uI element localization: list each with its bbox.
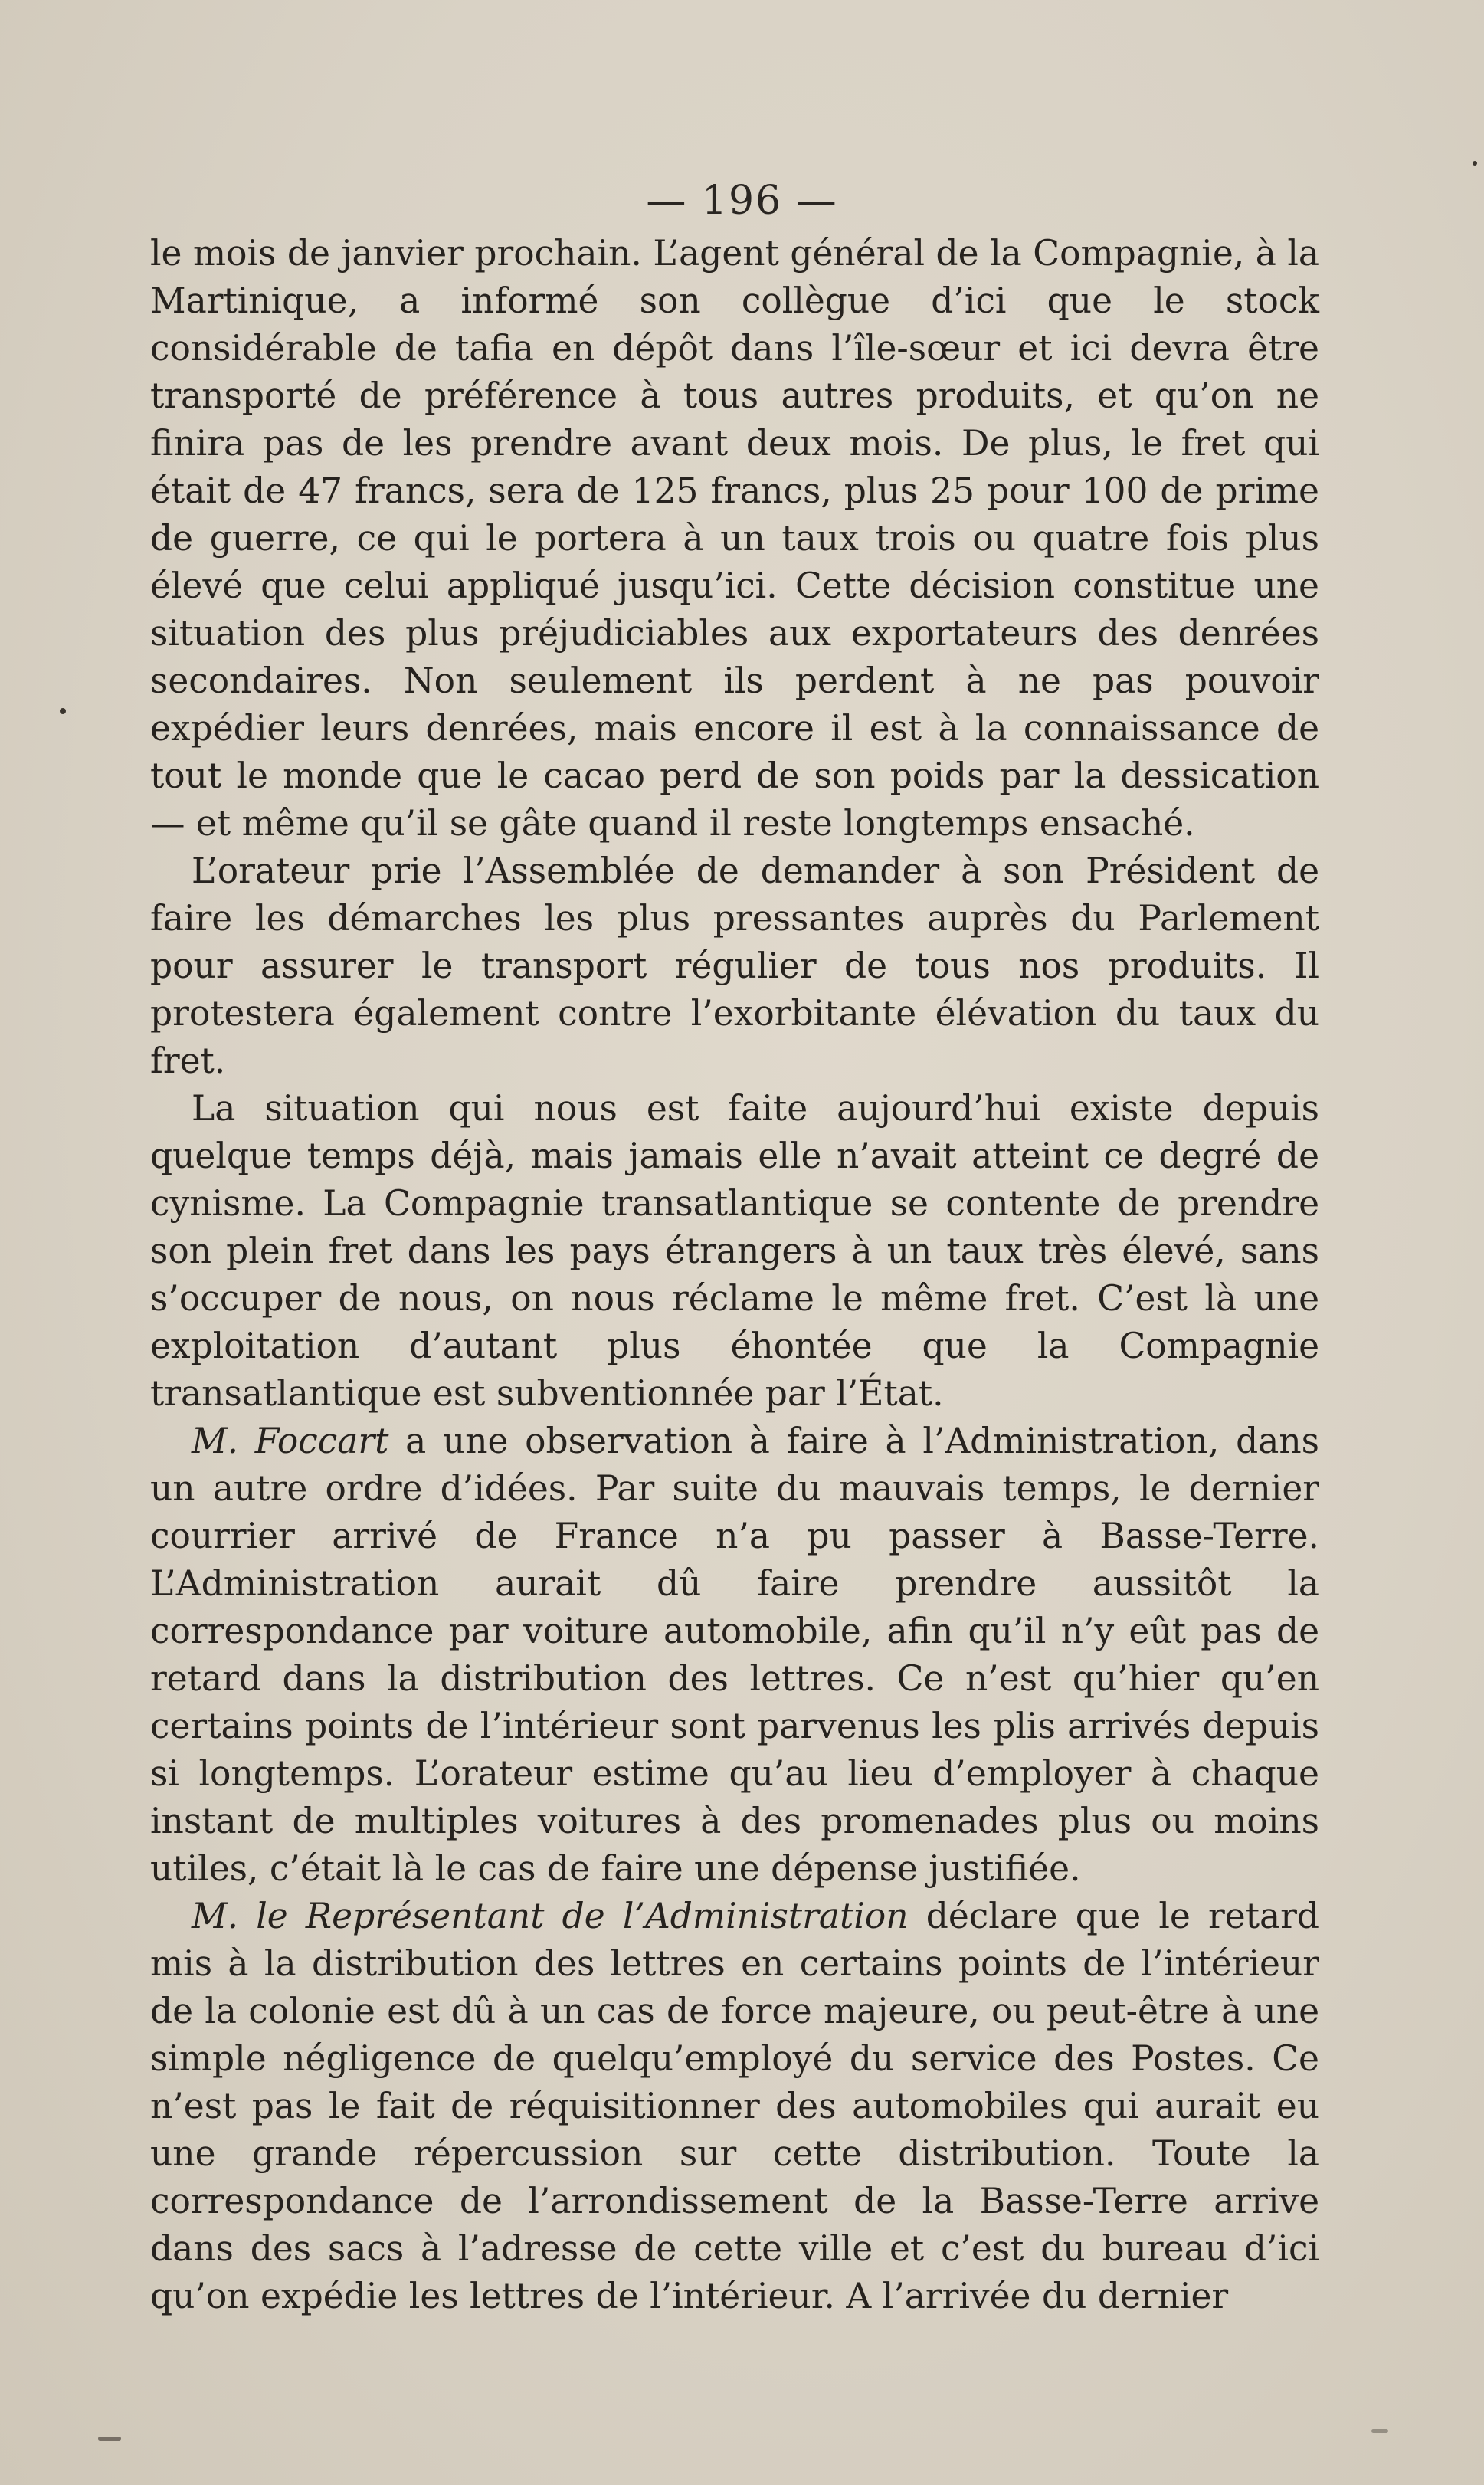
paragraph	[150, 1085, 1319, 1418]
paragraph	[150, 230, 1319, 847]
paragraph-text: La situation qui nous est faite aujourd’hui existe depuis quelque temps déjà, mais jamais elle n’avait atteint ce degré de cynisme. La Compagnie transatlantique se contente de prendre son plein fret dans les pays étrangers à un taux très élevé, sans s’occuper de nous, on nous réclame le même fret. C’est là une exploitation d’autant plus éhontée que la Compagnie transatlantique est subventionnée par l’État.	[150, 1088, 1319, 1414]
body-text	[150, 230, 1319, 2320]
speaker-name: M. Foccart	[192, 1421, 389, 1461]
paragraph	[150, 1418, 1319, 1893]
paragraph-text: le mois de janvier prochain. L’agent général de la Compagnie, à la Martinique, a informé son collègue d’ici que le stock considérable de tafia en dépôt dans l’île-sœur et ici devra être transporté de préférence à tous autres produits, et qu’on ne finira pas de les prendre avant deux mois. De plus, le fret qui était de 47 francs, sera de 125 francs, plus 25 pour 100 de prime de guerre, ce qui le portera à un taux trois ou quatre fois plus élevé que celui appliqué jusqu’ici. Cette décision constitue une situation des plus préjudiciables aux exportateurs des denrées secondaires. Non seulement ils perdent à ne pas pouvoir expédier leurs denrées, mais encore il est à la connaissance de tout le monde que le cacao perd de son poids par la dessication — et même qu’il se gâte quand il reste longtemps ensaché.	[150, 233, 1319, 844]
paper-speck	[98, 2437, 121, 2441]
paragraph-text: a une observation à faire à l’Administration, dans un autre ordre d’idées. Par suite du mauvais temps, le dernier courrier arrivé de France n’a pu passer à Basse-Terre. L’Administration aurait dû faire prendre aussitôt la correspondance par voiture automobile, afin qu’il n’y eût pas de retard dans la distribution des lettres. Ce n’est qu’hier qu’en certains points de l’intérieur sont parvenus les plis arrivés depuis si longtemps. L’orateur estime qu’au lieu d’employer à chaque instant de multiples voitures à des promenades plus ou moins utiles, c’était là le cas de faire une dépense justifiée.	[150, 1421, 1319, 1889]
paper-speck	[1473, 161, 1477, 166]
page-number: — 196 —	[646, 178, 838, 224]
speaker-name: M. le Représentant de l’Administration	[192, 1896, 909, 1936]
paragraph	[150, 1893, 1319, 2320]
paragraph	[150, 847, 1319, 1085]
paragraph-text: L’orateur prie l’Assemblée de demander à son Président de faire les démarches les plus pressantes auprès du Parlement pour assurer le transport régulier de tous nos produits. Il protestera également contre l’exorbitante élévation du taux du fret.	[150, 851, 1319, 1081]
paragraph-text: déclare que le retard mis à la distribution des lettres en certains points de l’intérieur de la colonie est dû à un cas de force majeure, ou peut-être à une simple négligence de quelqu’employé du service des Postes. Ce n’est pas le fait de réquisitionner des automobiles qui aurait eu une grande répercussion sur cette distribution. Toute la correspondance de l’arrondissement de la Basse-Terre arrive dans des sacs à l’adresse de cette ville et c’est du bureau d’ici qu’on expédie les lettres de l’intérieur. A l’arrivée du dernier	[150, 1896, 1319, 2316]
paper-speck	[1371, 2429, 1388, 2433]
paper-speck	[60, 708, 66, 714]
